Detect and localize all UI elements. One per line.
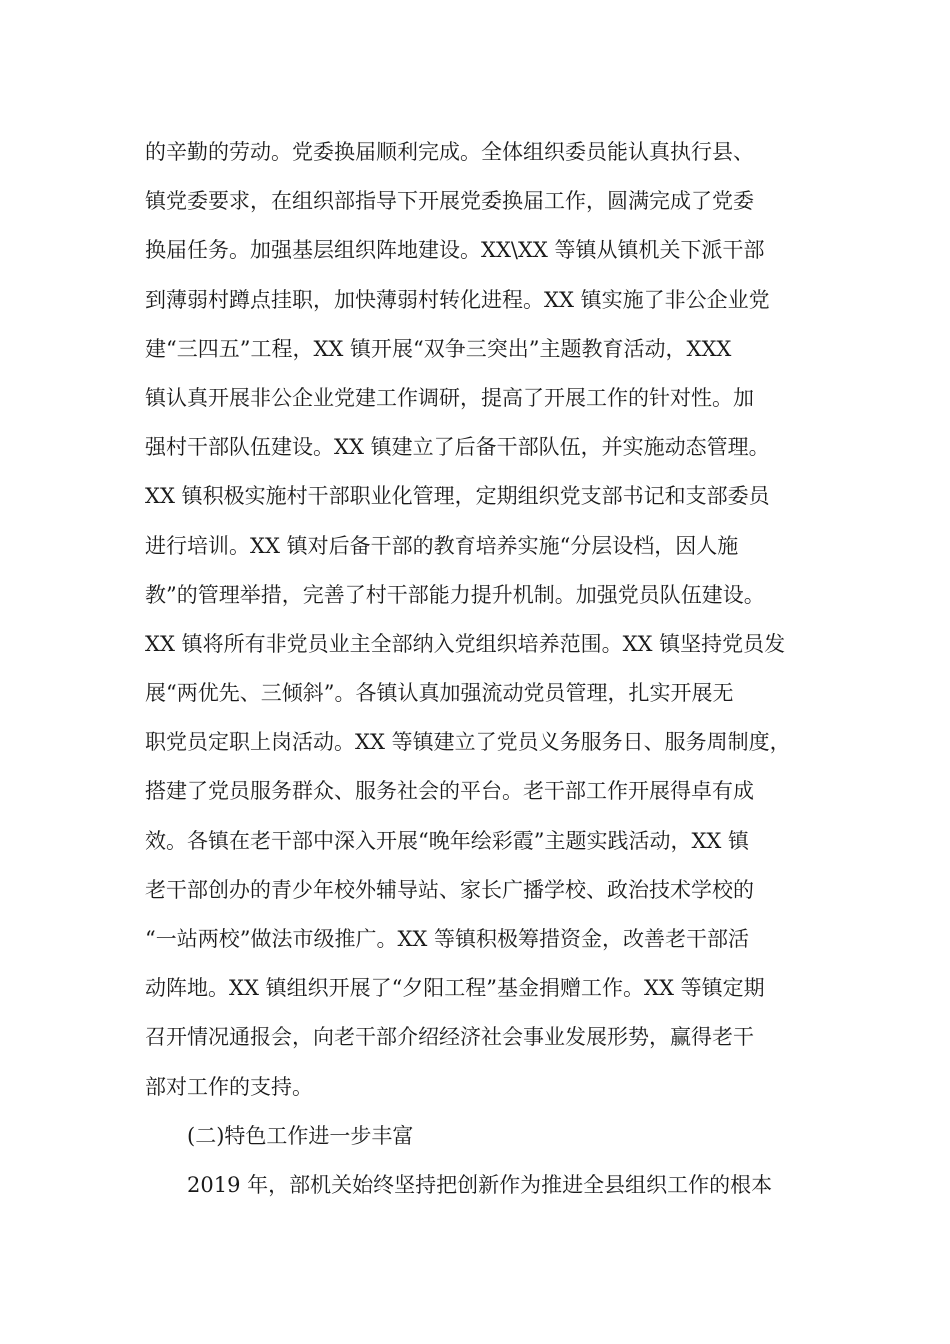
- text-line: 进行培训。XX 镇对后备干部的教育培养实施“分层设档，因人施: [145, 533, 739, 558]
- text-line: 的辛勤的劳动。党委换届顺利完成。全体组织委员能认真执行县、: [145, 140, 754, 164]
- text-line: 部对工作的支持。: [145, 1074, 313, 1099]
- text-line: 换届任务。加强基层组织阵地建设。XX\XX 等镇从镇机关下派干部: [145, 238, 765, 263]
- text-line: 强村干部队伍建设。XX 镇建立了后备干部队伍，并实施动态管理。: [145, 435, 770, 460]
- text-line: 老干部创办的青少年校外辅导站、家长广播学校、政治技术学校的: [145, 877, 754, 902]
- text-line: 职党员定职上岗活动。XX 等镇建立了党员义务服务日、服务周制度，: [145, 730, 791, 755]
- text-line: 到薄弱村蹲点挂职，加快薄弱村转化进程。XX 镇实施了非公企业党: [145, 287, 770, 312]
- paragraph-first-line: 2019 年，部机关始终坚持把创新作为推进全县组织工作的根本: [187, 1172, 773, 1197]
- text-line: 动阵地。XX 镇组织开展了“夕阳工程”基金捐赠工作。XX 等镇定期: [145, 976, 765, 1001]
- text-line: 召开情况通报会，向老干部介绍经济社会事业发展形势，赢得老干: [145, 1025, 754, 1050]
- text-line: XX 镇将所有非党员业主全部纳入党组织培养范围。XX 镇坚持党员发: [145, 631, 786, 656]
- text-line: 建“三四五”工程，XX 镇开展“双争三突出”主题教育活动，XXX: [145, 336, 732, 361]
- text-line: 教”的管理举措，完善了村干部能力提升机制。加强党员队伍建设。: [145, 582, 765, 607]
- section-heading: (二)特色工作进一步丰富: [187, 1123, 414, 1148]
- body-text: [145, 128, 825, 1210]
- text-line: 搭建了党员服务群众、服务社会的平台。老干部工作开展得卓有成: [145, 779, 754, 804]
- text-line: 效。各镇在老干部中深入开展“晚年绘彩霞”主题实践活动，XX 镇: [145, 828, 750, 853]
- text-line: 镇党委要求，在组织部指导下开展党委换届工作，圆满完成了党委: [145, 189, 754, 214]
- text-line: 镇认真开展非公企业党建工作调研，提高了开展工作的针对性。加: [145, 385, 754, 410]
- text-line: 展“两优先、三倾斜”。各镇认真加强流动党员管理，扎实开展无: [145, 681, 734, 706]
- text-line: “一站两校”做法市级推广。XX 等镇积极筹措资金，改善老干部活: [145, 927, 750, 951]
- text-line: XX 镇积极实施村干部职业化管理，定期组织党支部书记和支部委员: [145, 484, 770, 509]
